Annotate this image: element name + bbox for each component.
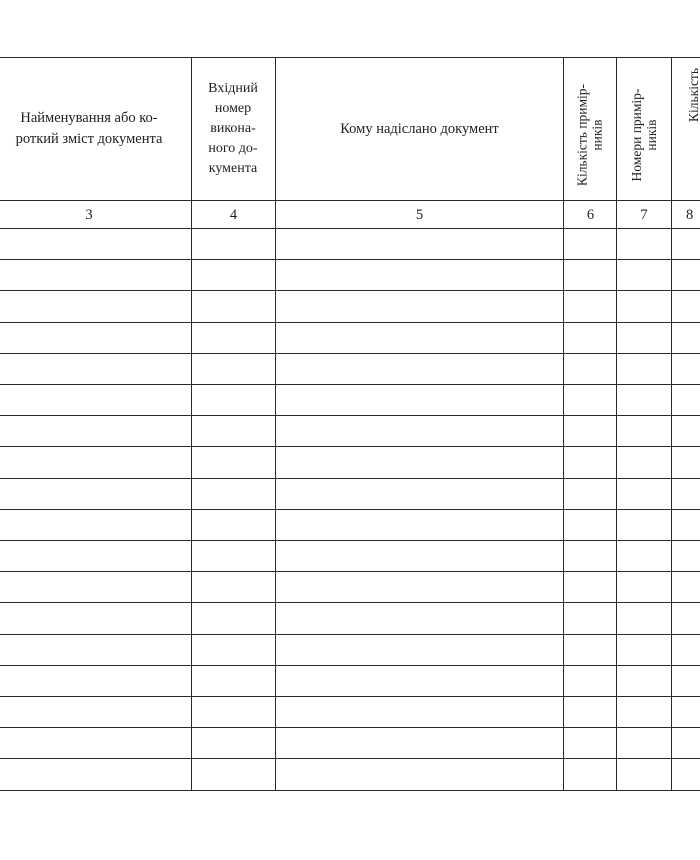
header-cell-recipient: Кому надіслано документ [340,120,499,137]
table-row-border [0,602,700,603]
column-number-3: 3 [85,206,93,223]
table-row-border [0,415,700,416]
table-row-border [0,634,700,635]
column-number-5: 5 [415,206,424,223]
column-divider-4 [616,57,617,791]
table-row-border [0,290,700,291]
column-number-8: 8 [686,206,694,223]
header-cell-document-title: Найменування або ко- роткий зміст документа [15,110,163,147]
header-cell-copies-count: Кількість примір- ників [574,83,605,187]
table-row-border [0,571,700,572]
table-row-border [0,446,700,447]
header-cell-copy-numbers: Номери примір- ників [629,88,659,182]
column-divider-5 [671,57,672,791]
table-row-border [0,727,700,728]
header-cell-incoming-number: Вхідний номер викона- ного до- кумента [208,81,258,176]
table-row-border [0,696,700,697]
column-number-7: 7 [640,206,648,223]
header-cell-quantity: Кількість [685,68,700,123]
table-row-border [0,509,700,510]
table-row-border [0,322,700,323]
table-row-border [0,790,700,791]
table-row-border [0,758,700,759]
table-row-border [0,384,700,385]
table-row-border [0,259,700,260]
table-row-border [0,478,700,479]
column-number-4: 4 [229,206,238,223]
number-row-border [0,228,700,229]
table-row-border [0,665,700,666]
column-divider-3 [563,57,564,791]
table-row-border [0,540,700,541]
column-number-6: 6 [586,206,595,223]
table-row-border [0,353,700,354]
